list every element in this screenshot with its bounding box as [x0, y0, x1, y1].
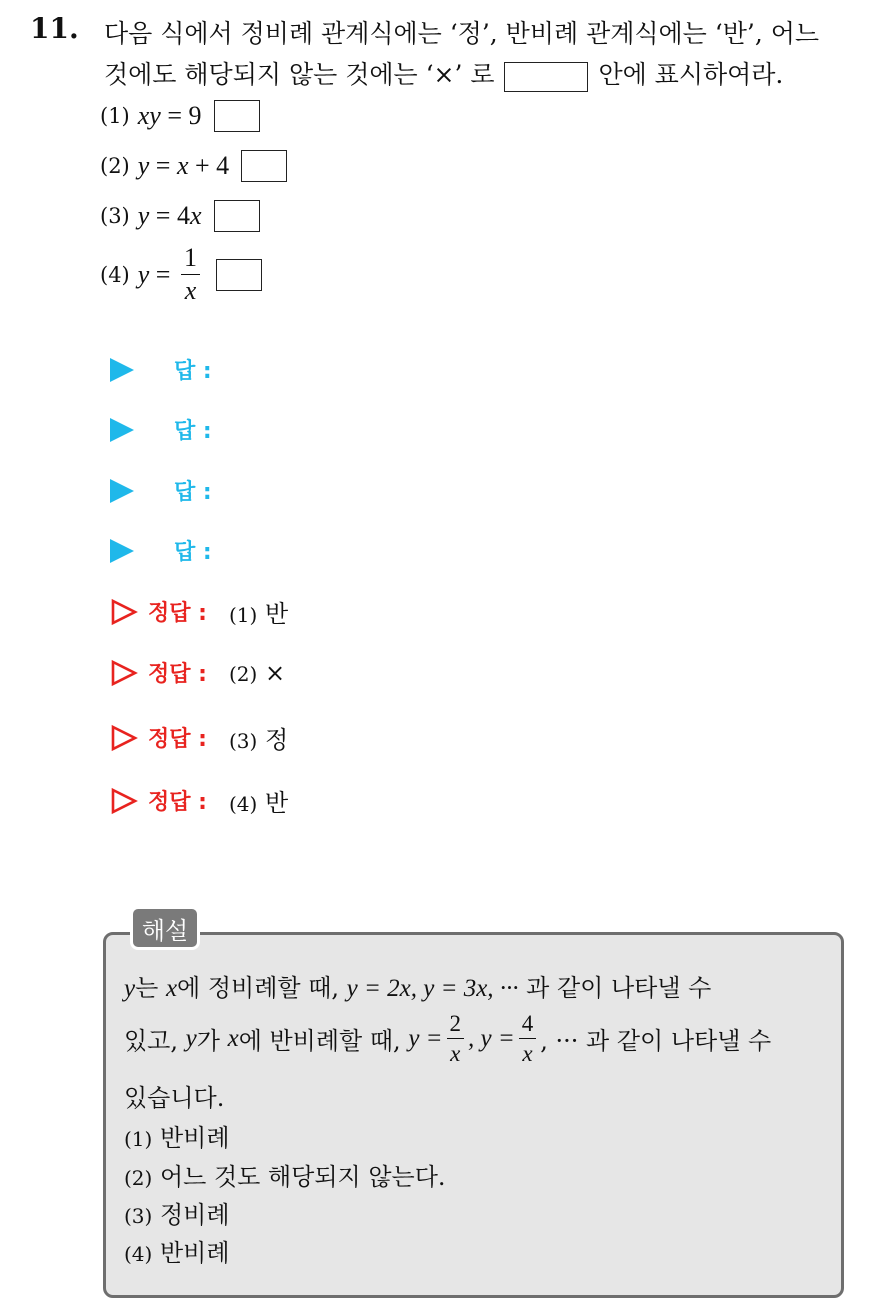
- question-text-line-2: [104, 55, 783, 92]
- explanation-item-text: 어느 것도 해당되지 않는다.: [152, 1163, 446, 1191]
- sub-item-4: [100, 245, 262, 304]
- correct-value: [229, 720, 288, 755]
- explanation-item-4: [124, 1233, 230, 1268]
- explanation-text: 에 반비례할 때,: [238, 1027, 409, 1055]
- outline-triangle-icon: [110, 787, 138, 815]
- math-expression: y =: [408, 1024, 443, 1052]
- explanation-item-1: [124, 1118, 230, 1153]
- correct-answer-1: [110, 594, 288, 629]
- correct-label: 정답 :: [148, 662, 207, 687]
- explanation-text: 있고,: [124, 1027, 186, 1055]
- answer-label: 답 :: [174, 540, 212, 565]
- correct-item-text: 반: [257, 600, 289, 628]
- play-triangle-icon: [110, 418, 134, 442]
- explanation-line-2: [124, 1012, 771, 1065]
- sub-item-2: [100, 150, 287, 182]
- question-text-line-1: 다음 식에서 정비례 관계식에는 ‘정’, 반비례 관계식에는 ‘반’, 어느: [104, 19, 820, 48]
- math-expression: , y =: [468, 1024, 515, 1052]
- explanation-item-number: (4): [124, 1242, 153, 1266]
- explanation-text: 는: [135, 974, 166, 1002]
- correct-label: 정답 :: [148, 601, 207, 626]
- sub-item-eq: =: [149, 259, 177, 289]
- math-var: x: [165, 975, 178, 1002]
- sub-item-1: [100, 100, 260, 132]
- explanation-tag: 해설: [130, 906, 200, 950]
- explanation-line-1: [124, 968, 711, 1003]
- fraction-numerator: 1: [183, 243, 197, 272]
- explanation-item-3: [124, 1195, 230, 1230]
- play-triangle-icon: [110, 358, 134, 382]
- example-answer-box: [504, 62, 588, 92]
- sub-item-lhs: y: [137, 259, 150, 289]
- outline-triangle-icon: [110, 659, 138, 687]
- math-expression: y = 2x, y = 3x, ···: [346, 975, 519, 1002]
- answer-prompt-3[interactable]: [110, 475, 212, 506]
- fraction-numerator: 4: [521, 1011, 534, 1036]
- sub-item-eq: = 9: [160, 101, 202, 130]
- sub-item-rhs: x: [176, 151, 189, 180]
- correct-value: [229, 783, 288, 818]
- outline-triangle-icon: [110, 598, 138, 626]
- sub-item-number: (1): [100, 104, 130, 128]
- answer-label: 답 :: [174, 480, 212, 505]
- correct-answer-4: [110, 783, 288, 818]
- sub-item-eq: = 4: [149, 201, 190, 230]
- sub-item-number: (2): [100, 154, 130, 178]
- explanation-text: 가: [196, 1027, 228, 1055]
- answer-box-3[interactable]: [214, 200, 260, 232]
- answer-prompt-4[interactable]: [110, 535, 212, 566]
- explanation-item-2: [124, 1157, 446, 1192]
- play-triangle-icon: [110, 479, 134, 503]
- correct-answer-3: [110, 720, 288, 755]
- correct-label: 정답 :: [148, 727, 207, 752]
- sub-item-3: [100, 200, 260, 232]
- explanation-item-text: 반비례: [152, 1124, 230, 1152]
- math-var: x: [227, 1024, 239, 1052]
- question-text-before-box: 것에도 해당되지 않는 것에는 ‘×’ 로: [104, 60, 495, 89]
- fraction-denominator: x: [184, 276, 197, 305]
- fraction-numerator: 2: [449, 1011, 462, 1036]
- question-number: 11.: [30, 12, 79, 45]
- correct-answer-2: [110, 657, 285, 688]
- play-triangle-icon: [110, 539, 134, 563]
- sub-item-rhs: x: [189, 201, 202, 230]
- correct-item-number: (2): [228, 661, 258, 686]
- sub-item-lhs: xy: [137, 101, 161, 130]
- explanation-item-number: (1): [124, 1127, 153, 1151]
- explanation-item-number: (2): [124, 1166, 153, 1190]
- answer-prompt-2[interactable]: [110, 414, 212, 445]
- explanation-text: , ··· 과 같이 나타낼 수: [540, 1027, 772, 1055]
- correct-value: [229, 659, 285, 687]
- correct-item-number: (4): [228, 792, 258, 816]
- correct-value: [229, 594, 288, 629]
- fraction: [181, 245, 200, 304]
- explanation-text: 과 같이 나타낼 수: [518, 974, 712, 1002]
- answer-box-4[interactable]: [216, 259, 262, 291]
- sub-item-lhs: y: [137, 201, 150, 230]
- answer-label: 답 :: [174, 359, 212, 384]
- correct-item-text: 반: [257, 789, 289, 817]
- fraction: [447, 1012, 465, 1065]
- sub-item-number: (4): [100, 262, 130, 287]
- explanation-item-text: 반비례: [152, 1239, 230, 1267]
- answer-label: 답 :: [174, 419, 212, 444]
- sub-item-eq: =: [149, 151, 177, 180]
- outline-triangle-icon: [110, 724, 138, 752]
- answer-prompt-1[interactable]: [110, 354, 212, 385]
- correct-label: 정답 :: [148, 790, 207, 815]
- question-text-after-box: 안에 표시하여라.: [598, 60, 784, 89]
- answer-box-2[interactable]: [241, 150, 287, 182]
- explanation-item-number: (3): [124, 1204, 153, 1228]
- sub-item-number: (3): [100, 204, 130, 228]
- correct-item-text: 정: [257, 726, 289, 754]
- correct-item-number: (1): [228, 603, 258, 627]
- sub-item-lhs: y: [137, 151, 150, 180]
- correct-item-text: ×: [257, 658, 286, 687]
- math-var: y: [124, 975, 136, 1002]
- explanation-item-text: 정비례: [152, 1201, 230, 1229]
- answer-box-1[interactable]: [214, 100, 260, 132]
- explanation-line-3: 있습니다.: [124, 1084, 225, 1112]
- fraction-denominator: x: [522, 1041, 533, 1066]
- correct-item-number: (3): [228, 729, 258, 753]
- math-var: y: [185, 1024, 197, 1052]
- explanation-text: 에 정비례할 때,: [177, 974, 347, 1002]
- sub-item-tail: + 4: [188, 151, 230, 180]
- fraction-denominator: x: [450, 1041, 461, 1066]
- fraction: [519, 1012, 537, 1065]
